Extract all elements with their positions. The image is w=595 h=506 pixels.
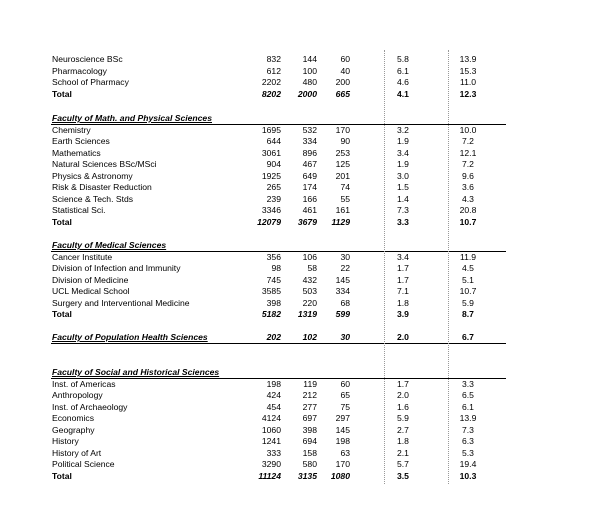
ratio-col-1: 7.3 bbox=[397, 205, 409, 215]
ratio-col-1: 1.9 bbox=[397, 159, 409, 169]
value-col-3: 55 bbox=[340, 194, 350, 204]
table-row bbox=[0, 125, 595, 136]
ratio-col-2: 12.1 bbox=[459, 148, 477, 158]
value-col-1: 8202 bbox=[261, 89, 281, 99]
value-col-1: 398 bbox=[266, 298, 281, 308]
ratio-col-2: 11.0 bbox=[459, 77, 477, 87]
value-col-3: 75 bbox=[340, 402, 350, 412]
row-label: Geography bbox=[52, 425, 95, 435]
value-col-2: 649 bbox=[302, 171, 317, 181]
table-total-row bbox=[0, 309, 595, 320]
table-row bbox=[0, 136, 595, 147]
value-col-3: 40 bbox=[340, 66, 350, 76]
value-col-2: 166 bbox=[302, 194, 317, 204]
ratio-col-2: 6.5 bbox=[462, 390, 474, 400]
table-row bbox=[0, 390, 595, 401]
value-col-1: 333 bbox=[266, 448, 281, 458]
ratio-col-2: 5.1 bbox=[462, 275, 474, 285]
row-label: Total bbox=[52, 89, 72, 99]
row-label: Pharmacology bbox=[52, 66, 107, 76]
value-col-2: 896 bbox=[302, 148, 317, 158]
ratio-col-1: 7.1 bbox=[397, 286, 409, 296]
table-row bbox=[0, 459, 595, 470]
row-label: Earth Sciences bbox=[52, 136, 110, 146]
value-col-2: 3679 bbox=[297, 217, 317, 227]
value-col-2: 212 bbox=[302, 390, 317, 400]
value-col-1: 202 bbox=[266, 332, 281, 342]
table-total-row bbox=[0, 471, 595, 482]
ratio-col-2: 4.5 bbox=[462, 263, 474, 273]
table-row bbox=[0, 205, 595, 216]
value-col-3: 161 bbox=[335, 205, 350, 215]
value-col-1: 745 bbox=[266, 275, 281, 285]
value-col-3: 60 bbox=[340, 54, 350, 64]
ratio-col-2: 10.7 bbox=[459, 217, 477, 227]
value-col-2: 100 bbox=[302, 66, 317, 76]
ratio-col-2: 10.0 bbox=[459, 125, 477, 135]
table-row bbox=[0, 171, 595, 182]
col-separator bbox=[448, 50, 449, 484]
ratio-col-1: 3.0 bbox=[397, 171, 409, 181]
ratio-col-2: 3.6 bbox=[462, 182, 474, 192]
ratio-col-1: 3.4 bbox=[397, 148, 409, 158]
ratio-col-1: 2.0 bbox=[397, 390, 409, 400]
value-col-3: 599 bbox=[335, 309, 350, 319]
value-col-2: 532 bbox=[302, 125, 317, 135]
value-col-2: 174 bbox=[302, 182, 317, 192]
ratio-col-2: 5.3 bbox=[462, 448, 474, 458]
ratio-col-2: 13.9 bbox=[459, 54, 477, 64]
value-col-3: 68 bbox=[340, 298, 350, 308]
ratio-col-2: 4.3 bbox=[462, 194, 474, 204]
value-col-1: 454 bbox=[266, 402, 281, 412]
ratio-col-1: 3.5 bbox=[397, 471, 409, 481]
ratio-col-1: 1.5 bbox=[397, 182, 409, 192]
table-row bbox=[0, 402, 595, 413]
ratio-col-2: 10.3 bbox=[459, 471, 477, 481]
ratio-col-1: 2.1 bbox=[397, 448, 409, 458]
row-label: UCL Medical School bbox=[52, 286, 130, 296]
value-col-1: 3290 bbox=[261, 459, 281, 469]
row-label: Economics bbox=[52, 413, 95, 423]
col-separator bbox=[384, 50, 385, 484]
table-row bbox=[0, 286, 595, 297]
row-label: School of Pharmacy bbox=[52, 77, 129, 87]
table-row bbox=[0, 298, 595, 309]
ratio-col-1: 6.1 bbox=[397, 66, 409, 76]
table-row bbox=[0, 182, 595, 193]
value-col-2: 58 bbox=[307, 263, 317, 273]
value-col-2: 432 bbox=[302, 275, 317, 285]
table-total-row bbox=[0, 217, 595, 228]
value-col-3: 253 bbox=[335, 148, 350, 158]
table-row bbox=[0, 379, 595, 390]
table-row bbox=[0, 332, 595, 343]
value-col-1: 3346 bbox=[261, 205, 281, 215]
value-col-3: 170 bbox=[335, 125, 350, 135]
table-row bbox=[0, 413, 595, 424]
value-col-3: 90 bbox=[340, 136, 350, 146]
value-col-2: 480 bbox=[302, 77, 317, 87]
value-col-3: 22 bbox=[340, 263, 350, 273]
ratio-col-2: 9.6 bbox=[462, 171, 474, 181]
table-row bbox=[0, 263, 595, 274]
ratio-col-2: 5.9 bbox=[462, 298, 474, 308]
value-col-2: 106 bbox=[302, 252, 317, 262]
value-col-1: 644 bbox=[266, 136, 281, 146]
row-label: Physics & Astronomy bbox=[52, 171, 133, 181]
value-col-3: 170 bbox=[335, 459, 350, 469]
value-col-3: 201 bbox=[335, 171, 350, 181]
row-label: Total bbox=[52, 217, 72, 227]
ratio-col-1: 4.6 bbox=[397, 77, 409, 87]
divider bbox=[51, 343, 506, 344]
value-col-1: 98 bbox=[271, 263, 281, 273]
value-col-3: 145 bbox=[335, 275, 350, 285]
ratio-col-1: 2.7 bbox=[397, 425, 409, 435]
ratio-col-2: 10.7 bbox=[459, 286, 477, 296]
value-col-3: 125 bbox=[335, 159, 350, 169]
row-label: Surgery and Interventional Medicine bbox=[52, 298, 190, 308]
value-col-1: 1695 bbox=[261, 125, 281, 135]
ratio-col-2: 20.8 bbox=[459, 205, 477, 215]
value-col-3: 30 bbox=[340, 252, 350, 262]
row-label: Cancer Institute bbox=[52, 252, 113, 262]
section-title-faculty-of-population-health-sciences: Faculty of Population Health Sciences bbox=[52, 332, 208, 342]
row-label: Inst. of Archaeology bbox=[52, 402, 128, 412]
value-col-2: 467 bbox=[302, 159, 317, 169]
ratio-col-1: 5.9 bbox=[397, 413, 409, 423]
ratio-col-2: 3.3 bbox=[462, 379, 474, 389]
value-col-2: 694 bbox=[302, 436, 317, 446]
value-col-3: 65 bbox=[340, 390, 350, 400]
row-label: Mathematics bbox=[52, 148, 101, 158]
value-col-2: 503 bbox=[302, 286, 317, 296]
value-col-2: 102 bbox=[302, 332, 317, 342]
table-row bbox=[0, 194, 595, 205]
row-label: Statistical Sci. bbox=[52, 205, 106, 215]
value-col-2: 220 bbox=[302, 298, 317, 308]
ratio-col-1: 3.9 bbox=[397, 309, 409, 319]
row-label: Science & Tech. Stds bbox=[52, 194, 134, 204]
ratio-col-1: 1.6 bbox=[397, 402, 409, 412]
ratio-col-2: 7.3 bbox=[462, 425, 474, 435]
ratio-col-1: 1.7 bbox=[397, 275, 409, 285]
value-col-2: 144 bbox=[302, 54, 317, 64]
value-col-1: 198 bbox=[266, 379, 281, 389]
ratio-col-2: 12.3 bbox=[459, 89, 477, 99]
row-label: Anthropology bbox=[52, 390, 103, 400]
ratio-col-1: 4.1 bbox=[397, 89, 409, 99]
table-row bbox=[0, 436, 595, 447]
value-col-3: 63 bbox=[340, 448, 350, 458]
table-row bbox=[0, 54, 595, 65]
ratio-col-1: 1.9 bbox=[397, 136, 409, 146]
value-col-3: 200 bbox=[335, 77, 350, 87]
value-col-1: 2202 bbox=[261, 77, 281, 87]
value-col-3: 198 bbox=[335, 436, 350, 446]
value-col-1: 1925 bbox=[261, 171, 281, 181]
value-col-1: 1241 bbox=[261, 436, 281, 446]
ratio-col-1: 3.3 bbox=[397, 217, 409, 227]
section-title-faculty-of-medical-sciences: Faculty of Medical Sciences bbox=[52, 240, 167, 250]
value-col-2: 119 bbox=[303, 379, 317, 389]
value-col-2: 2000 bbox=[297, 89, 317, 99]
value-col-1: 356 bbox=[266, 252, 281, 262]
value-col-3: 665 bbox=[335, 89, 350, 99]
value-col-1: 12079 bbox=[257, 217, 281, 227]
value-col-3: 334 bbox=[335, 286, 350, 296]
ratio-col-1: 1.7 bbox=[397, 379, 409, 389]
ratio-col-1: 1.7 bbox=[397, 263, 409, 273]
value-col-1: 5182 bbox=[261, 309, 281, 319]
table-row bbox=[0, 159, 595, 170]
ratio-col-2: 15.3 bbox=[459, 66, 477, 76]
row-label: Inst. of Americas bbox=[52, 379, 116, 389]
value-col-2: 580 bbox=[302, 459, 317, 469]
value-col-2: 461 bbox=[302, 205, 317, 215]
value-col-1: 265 bbox=[266, 182, 281, 192]
ratio-col-2: 19.4 bbox=[459, 459, 477, 469]
row-label: Total bbox=[52, 471, 72, 481]
table-row bbox=[0, 275, 595, 286]
row-label: Political Science bbox=[52, 459, 115, 469]
table-row bbox=[0, 66, 595, 77]
table-row bbox=[0, 252, 595, 263]
ratio-col-1: 5.7 bbox=[397, 459, 409, 469]
row-label: Division of Medicine bbox=[52, 275, 129, 285]
value-col-3: 145 bbox=[335, 425, 350, 435]
ratio-col-1: 1.8 bbox=[397, 298, 409, 308]
value-col-1: 11124 bbox=[258, 471, 281, 481]
ratio-col-1: 1.4 bbox=[397, 194, 409, 204]
ratio-col-2: 6.3 bbox=[462, 436, 474, 446]
row-label: Natural Sciences BSc/MSci bbox=[52, 159, 157, 169]
row-label: Total bbox=[52, 309, 72, 319]
value-col-3: 60 bbox=[340, 379, 350, 389]
value-col-2: 697 bbox=[302, 413, 317, 423]
ratio-col-2: 6.1 bbox=[462, 402, 474, 412]
ratio-col-2: 7.2 bbox=[462, 159, 474, 169]
ratio-col-1: 5.8 bbox=[397, 54, 409, 64]
table-row bbox=[0, 425, 595, 436]
row-label: Chemistry bbox=[52, 125, 91, 135]
value-col-1: 3061 bbox=[261, 148, 281, 158]
value-col-1: 424 bbox=[266, 390, 281, 400]
value-col-3: 1129 bbox=[331, 217, 350, 227]
value-col-1: 612 bbox=[266, 66, 281, 76]
table-row bbox=[0, 148, 595, 159]
ratio-col-2: 6.7 bbox=[462, 332, 474, 342]
value-col-3: 297 bbox=[335, 413, 350, 423]
value-col-3: 1080 bbox=[330, 471, 350, 481]
value-col-2: 1319 bbox=[297, 309, 317, 319]
value-col-1: 1060 bbox=[261, 425, 281, 435]
value-col-2: 277 bbox=[302, 402, 317, 412]
row-label: Risk & Disaster Reduction bbox=[52, 182, 152, 192]
row-label: Division of Infection and Immunity bbox=[52, 263, 181, 273]
value-col-2: 334 bbox=[302, 136, 317, 146]
ratio-col-2: 8.7 bbox=[462, 309, 474, 319]
ratio-col-2: 13.9 bbox=[459, 413, 477, 423]
value-col-1: 3585 bbox=[261, 286, 281, 296]
table-row bbox=[0, 77, 595, 88]
value-col-1: 832 bbox=[266, 54, 281, 64]
ratio-col-2: 11.9 bbox=[459, 252, 477, 262]
table-row bbox=[0, 448, 595, 459]
ratio-col-1: 3.4 bbox=[397, 252, 409, 262]
ratio-col-2: 7.2 bbox=[462, 136, 474, 146]
value-col-2: 398 bbox=[302, 425, 317, 435]
section-title-faculty-of-math-and-physical-sciences: Faculty of Math. and Physical Sciences bbox=[52, 113, 212, 123]
ratio-col-1: 3.2 bbox=[397, 125, 409, 135]
value-col-2: 158 bbox=[302, 448, 317, 458]
ratio-col-1: 1.8 bbox=[397, 436, 409, 446]
value-col-3: 30 bbox=[340, 332, 350, 342]
value-col-1: 239 bbox=[266, 194, 281, 204]
row-label: Neuroscience BSc bbox=[52, 54, 123, 64]
ratio-col-1: 2.0 bbox=[397, 332, 409, 342]
table-total-row bbox=[0, 89, 595, 100]
value-col-1: 904 bbox=[266, 159, 281, 169]
value-col-3: 74 bbox=[340, 182, 350, 192]
section-title-faculty-of-social-and-historical-sciences: Faculty of Social and Historical Sciences bbox=[52, 367, 220, 377]
row-label: History bbox=[52, 436, 79, 446]
value-col-1: 4124 bbox=[261, 413, 281, 423]
row-label: History of Art bbox=[52, 448, 102, 458]
value-col-2: 3135 bbox=[297, 471, 317, 481]
